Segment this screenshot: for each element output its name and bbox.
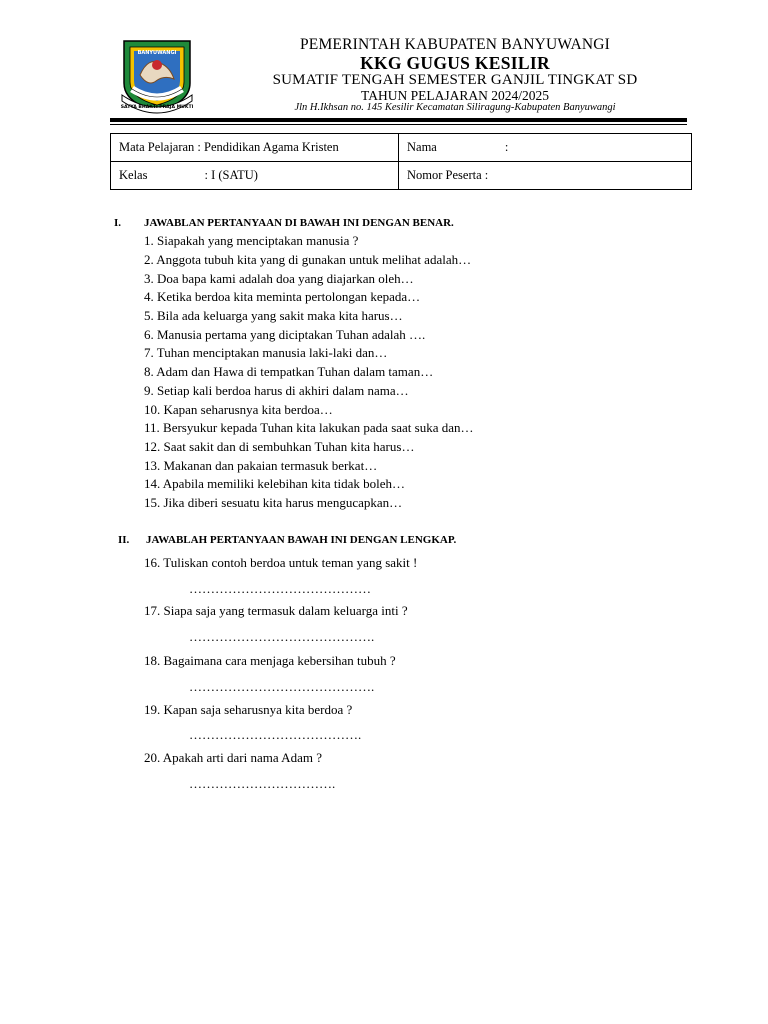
name-cell[interactable] [399,134,692,162]
question-9: 9. Setiap kali berdoa harus di akhiri dalam nama… [144,383,409,398]
name-colon: : [504,140,509,154]
question-15: 15. Jika diberi sesuatu kita harus mengucapkan… [144,495,403,510]
answer-line-19[interactable]: …………………………………. [189,727,362,742]
question-4: 4. Ketika berdoa kita meminta pertolongan kepada… [144,289,421,304]
class-value: : I (SATU) [204,168,258,182]
regency-logo [118,35,196,115]
question-16: 16. Tuliskan contoh berdoa untuk teman yang sakit ! [144,555,418,570]
question-17: 17. Siapa saja yang termasuk dalam keluarga inti ? [144,603,408,618]
name-label: Nama [407,140,437,154]
header-kkg: KKG GUGUS KESILIR [360,53,550,73]
class-cell [111,162,399,190]
section-1-number: I. [114,217,122,229]
header-address: Jln H.Ikhsan no. 145 Kesilir Kecamatan Siliragung-Kabupaten Banyuwangi [294,102,616,113]
logo-top-text: BANYUWANGI [137,50,177,56]
question-10: 10. Kapan seharusnya kita berdoa… [144,402,333,417]
question-13: 13. Makanan dan pakaian termasuk berkat… [144,458,378,473]
question-20: 20. Apakah arti dari nama Adam ? [144,750,322,765]
header-government: PEMERINTAH KABUPATEN BANYUWANGI [299,36,611,53]
header-divider-thick [110,118,687,122]
answer-line-16[interactable]: …………………………………… [189,581,371,596]
question-19: 19. Kapan saja seharusnya kita berdoa ? [144,702,353,717]
question-1: 1. Siapakah yang menciptakan manusia ? [144,233,359,248]
answer-line-18[interactable]: ……………………………………. [189,679,375,694]
answer-line-20[interactable]: ……………………………. [189,776,336,791]
question-8: 8. Adam dan Hawa di tempatkan Tuhan dalam taman… [144,364,434,379]
header-exam-title: SUMATIF TENGAH SEMESTER GANJIL TINGKAT SD [272,72,638,88]
section-2-number: II. [118,534,130,546]
question-12: 12. Saat sakit dan di sembuhkan Tuhan kita harus… [144,439,415,454]
question-7: 7. Tuhan menciptakan manusia laki-laki dan… [144,345,388,360]
question-5: 5. Bila ada keluarga yang sakit maka kita harus… [144,308,403,323]
question-6: 6. Manusia pertama yang diciptakan Tuhan adalah …. [144,327,426,342]
section-2-title: JAWABLAH PERTANYAAN BAWAH INI DENGAN LENGKAP. [146,534,457,546]
question-14: 14. Apabila memiliki kelebihan kita tidak boleh… [144,476,406,491]
question-2: 2. Anggota tubuh kita yang di gunakan untuk melihat adalah… [144,252,472,267]
subject-cell: Mata Pelajaran : Pendidikan Agama Kristen [111,134,399,162]
answer-line-17[interactable]: ……………………………………. [189,629,375,644]
class-label: Kelas [119,168,148,182]
logo-ribbon-text: SATYA BHAKTI PRAJA MUKTI [120,105,194,110]
question-3: 3. Doa bapa kami adalah doa yang diajarkan oleh… [144,271,414,286]
question-11: 11. Bersyukur kepada Tuhan kita lakukan pada saat suka dan… [144,420,474,435]
participant-number-cell[interactable]: Nomor Peserta : [399,162,692,190]
info-row-2 [111,162,692,190]
regency-emblem-icon [118,35,196,115]
info-row-1 [111,134,692,162]
student-info-table [110,133,692,190]
header-school-year: TAHUN PELAJARAN 2024/2025 [361,88,549,103]
section-1-title: JAWABLAN PERTANYAAN DI BAWAH INI DENGAN BENAR. [144,217,454,229]
question-18: 18. Bagaimana cara menjaga kebersihan tubuh ? [144,653,396,668]
header-divider-thin [110,124,687,125]
